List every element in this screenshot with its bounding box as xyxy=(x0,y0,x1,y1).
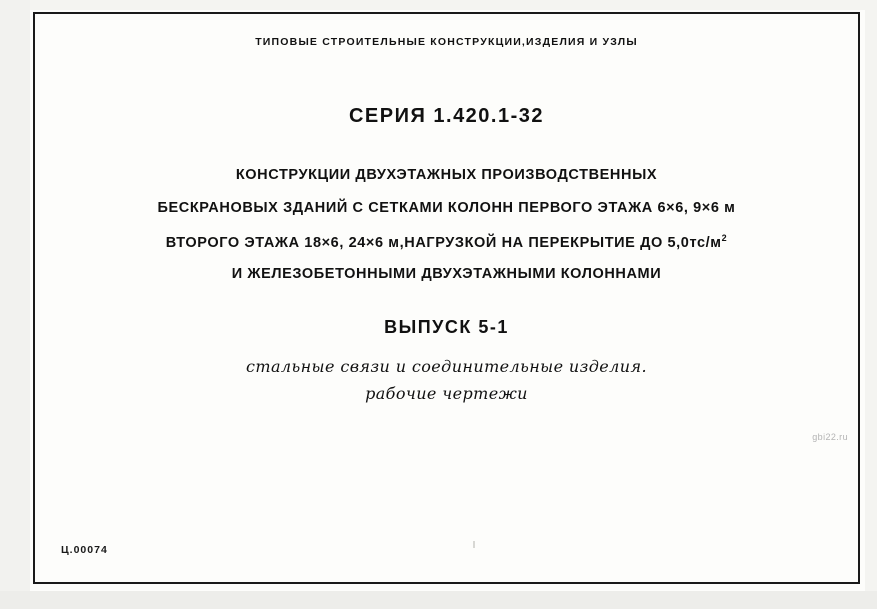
issue-title: ВЫПУСК 5-1 xyxy=(384,317,509,337)
issue-subtitle-1: стальные связи и соединительные изделия. xyxy=(246,357,647,376)
document-code: Ц.00074 xyxy=(61,544,108,556)
document-header: ТИПОВЫЕ СТРОИТЕЛЬНЫЕ КОНСТРУКЦИИ,ИЗДЕЛИЯ И УЗЛЫ xyxy=(255,36,638,48)
scan-artifact xyxy=(473,541,475,548)
description-line-2: БЕСКРАНОВЫХ ЗДАНИЙ С СЕТКАМИ КОЛОНН ПЕРВОГО ЭТАЖА 6×6, 9×6 м xyxy=(157,200,736,216)
scan-edge-left xyxy=(0,0,30,609)
series-title: СЕРИЯ 1.420.1-32 xyxy=(348,105,545,127)
description-line-3 xyxy=(33,233,860,251)
watermark: gbi22.ru xyxy=(812,432,848,442)
description-line-3-superscript: 2 xyxy=(721,233,728,243)
description-line-3-text: ВТОРОГО ЭТАЖА 18×6, 24×6 м,НАГРУЗКОЙ НА ПЕРЕКРЫТИЕ ДО 5,0тс/м xyxy=(165,234,722,251)
description-line-1: КОНСТРУКЦИИ ДВУХЭТАЖНЫХ ПРОИЗВОДСТВЕННЫХ xyxy=(235,167,658,183)
scan-edge-right xyxy=(865,0,877,609)
description-line-4: И ЖЕЛЕЗОБЕТОННЫМИ ДВУХЭТАЖНЫМИ КОЛОННАМИ xyxy=(231,266,662,282)
title-page-content xyxy=(33,12,860,584)
issue-subtitle-2: рабочие чертежи xyxy=(365,384,528,403)
scan-edge-top xyxy=(0,0,877,10)
scan-edge-bottom xyxy=(0,591,877,609)
